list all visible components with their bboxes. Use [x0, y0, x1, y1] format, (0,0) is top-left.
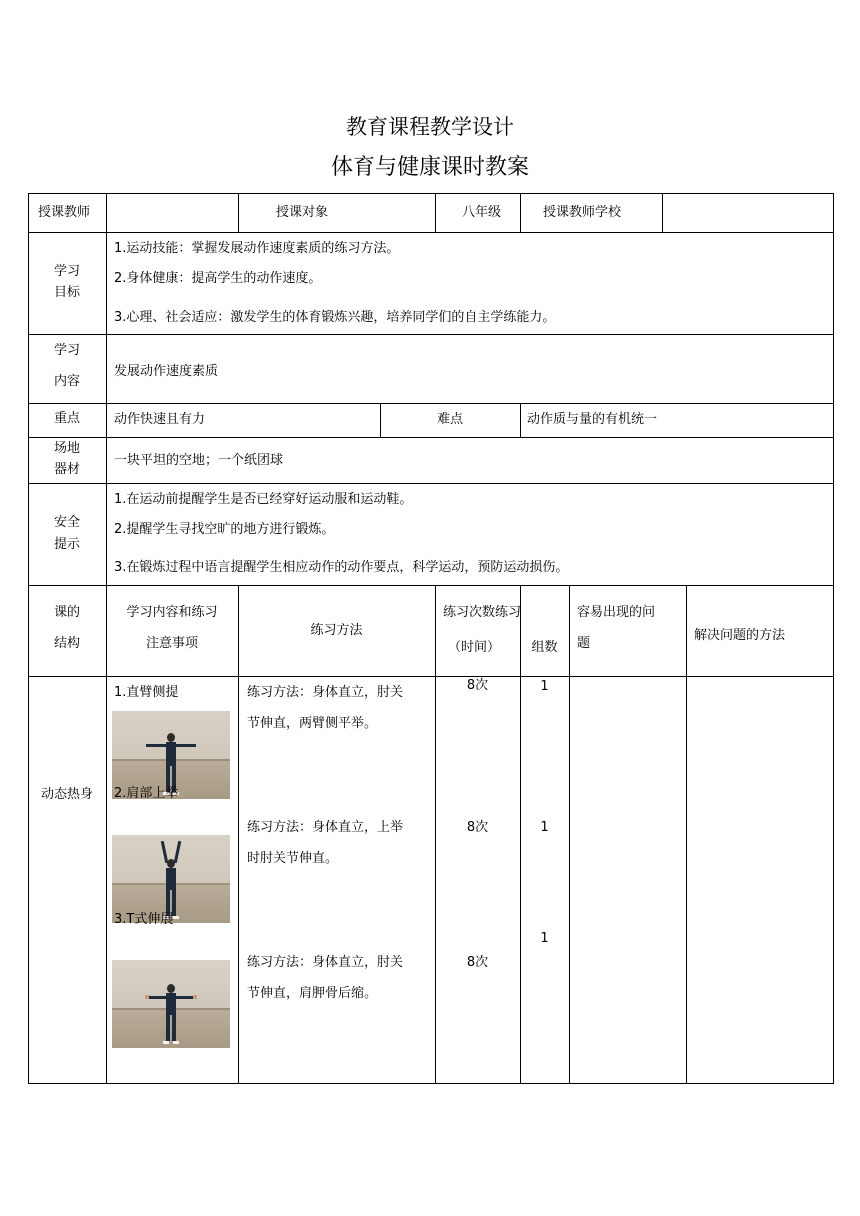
safety-item: 2.提醒学生寻找空旷的地方进行锻炼。 [114, 522, 335, 537]
exercise-name: 2.肩部上举 [114, 786, 179, 801]
teacher-label: 授课教师 [38, 205, 91, 220]
key-points-label: 重点 [53, 411, 80, 426]
goal-item: 3.心理、社会适应：激发学生的体育锻炼兴趣，培养同学们的自主学练能力。 [114, 310, 556, 325]
content-value: 发展动作速度素质 [114, 364, 219, 379]
exercise-method: 练习方法：身体直立，上举 [247, 820, 404, 835]
venue-value: 一块平坦的空地；一个纸团球 [114, 453, 284, 468]
venue-label-1: 场地 [53, 441, 80, 456]
venue-label-2: 器材 [53, 462, 80, 477]
goals-label-2: 目标 [53, 285, 80, 300]
structure-col2-line2: 注意事项 [145, 636, 198, 651]
structure-col5: 组数 [531, 640, 558, 655]
exercise-count: 8次 [466, 955, 489, 970]
exercise-name: 1.直臂侧提 [114, 685, 179, 700]
exercise-method: 节伸直，肩胛骨后缩。 [247, 986, 378, 1001]
arms-overhead-photo [112, 835, 230, 923]
structure-col7: 解决问题的方法 [694, 628, 786, 643]
document-title: 教育课程教学设计 [346, 115, 514, 139]
structure-col4-line2: （时间） [448, 640, 501, 655]
structure-col1-line1: 课的 [53, 605, 80, 620]
goal-item: 2.身体健康：提高学生的动作速度。 [114, 271, 322, 286]
exercise-count: 8次 [466, 678, 489, 693]
key-points-value: 动作快速且有力 [114, 412, 206, 427]
exercise-count: 8次 [466, 820, 489, 835]
exercise-sets: 1 [540, 679, 549, 694]
structure-col3: 练习方法 [310, 623, 363, 638]
school-label: 授课教师学校 [543, 205, 622, 220]
target-value: 八年级 [462, 205, 502, 220]
structure-col1-line2: 结构 [53, 636, 80, 651]
content-label-1: 学习 [53, 343, 80, 358]
safety-item: 1.在运动前提醒学生是否已经穿好运动服和运动鞋。 [114, 492, 413, 507]
exercise-method: 节伸直，两臂侧平举。 [247, 716, 378, 731]
goals-label-1: 学习 [53, 264, 80, 279]
exercise-sets: 1 [540, 820, 549, 835]
goal-item: 1.运动技能：掌握发展动作速度素质的练习方法。 [114, 241, 400, 256]
exercise-name: 3.T式伸展 [114, 912, 174, 927]
warmup-label: 动态热身 [40, 787, 93, 802]
structure-col2-line1: 学习内容和练习 [126, 605, 218, 620]
t-stretch-photo [112, 960, 230, 1048]
content-label-2: 内容 [53, 374, 80, 389]
target-label: 授课对象 [276, 205, 329, 220]
exercise-sets: 1 [540, 931, 549, 946]
document-subtitle: 体育与健康课时教案 [330, 155, 529, 180]
safety-item: 3.在锻炼过程中语言提醒学生相应动作的动作要点，科学运动，预防运动损伤。 [114, 560, 569, 575]
exercise-method: 练习方法：身体直立，肘关 [247, 955, 404, 970]
structure-col4-line1: 练习次数练习 [443, 605, 522, 620]
safety-label-1: 安全 [53, 515, 80, 530]
safety-label-2: 提示 [53, 537, 80, 552]
structure-col6-line2: 题 [577, 636, 591, 651]
difficulty-label: 难点 [436, 412, 463, 427]
exercise-method: 练习方法：身体直立，肘关 [247, 685, 404, 700]
structure-col6-line1: 容易出现的问 [577, 605, 656, 620]
difficulty-value: 动作质与量的有机统一 [527, 412, 658, 427]
exercise-method: 时肘关节伸直。 [247, 851, 339, 866]
